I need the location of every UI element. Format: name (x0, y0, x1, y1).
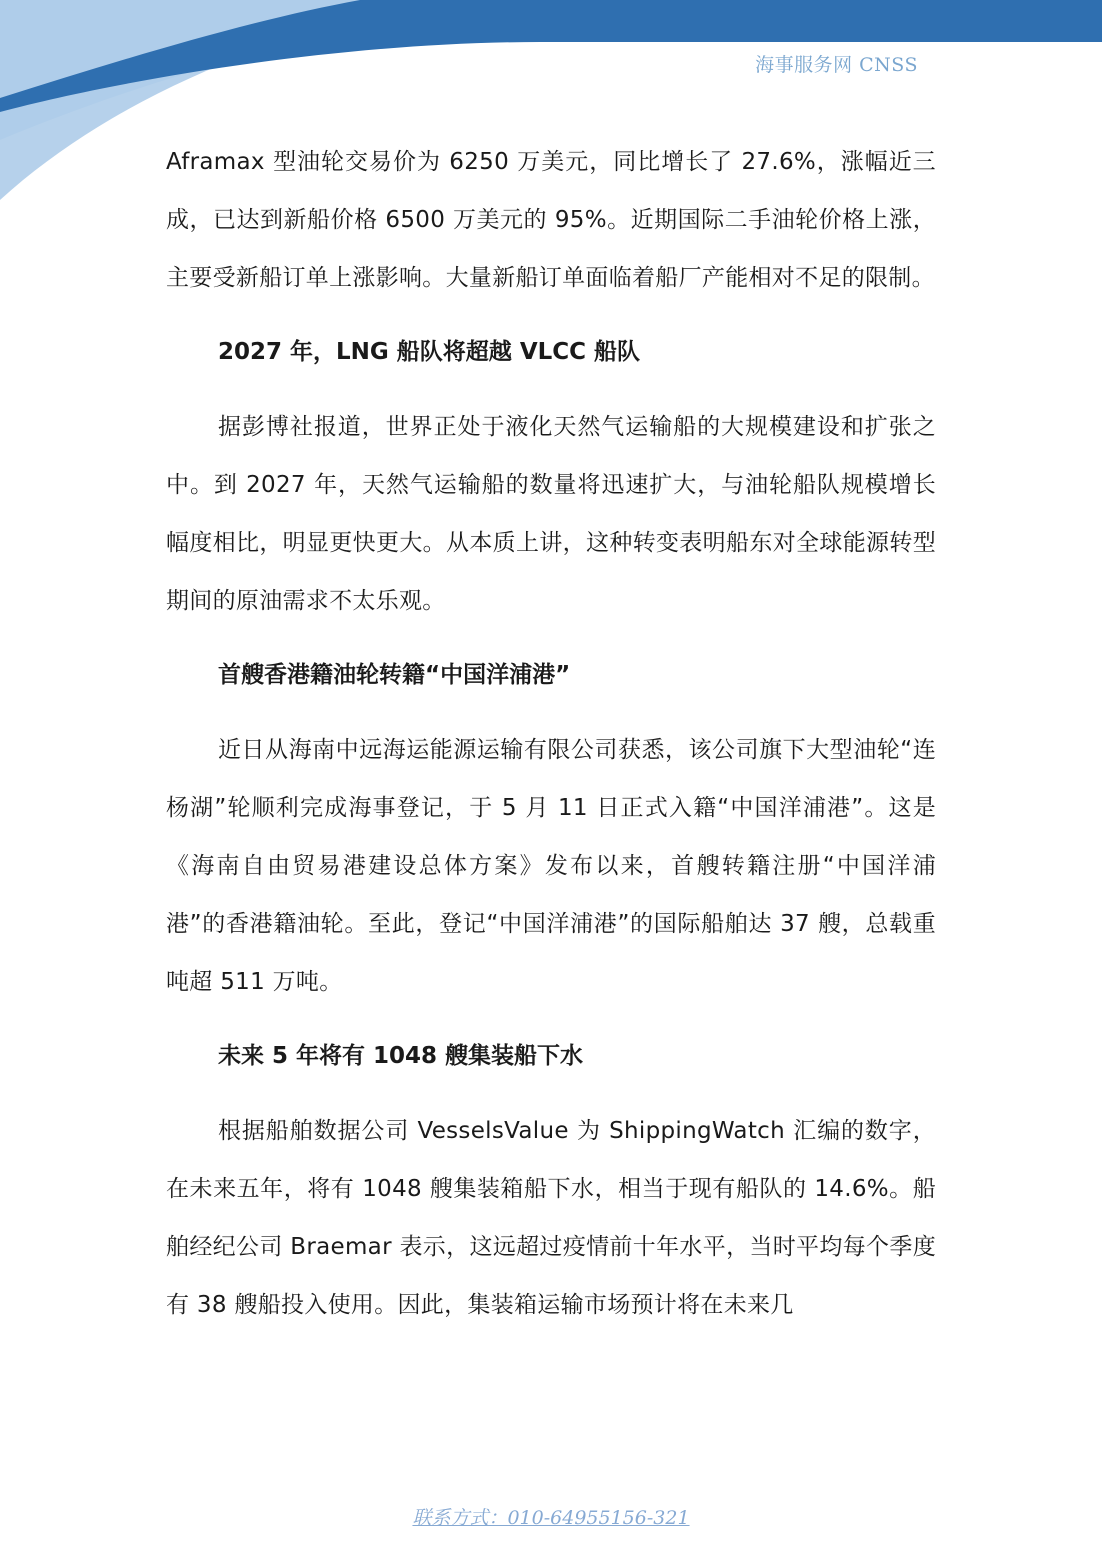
site-name: 海事服务网 CNSS (755, 54, 918, 76)
article-body (166, 133, 936, 1334)
heading-yangpu-port: 首艘香港籍油轮转籍“中国洋浦港” (218, 662, 571, 688)
paragraph-lng-fleet: 据彭博社报道，世界正处于液化天然气运输船的大规模建设和扩张之中。到 2027 年，天然气运输船的数量将迅速扩大，与油轮船队规模增长幅度相比，明显更快更大。从本质上讲，这种转变表明船东对全球能源转型期间的原油需求不太乐观。 (166, 414, 936, 614)
paragraph-container-ships: 根据船舶数据公司 VesselsValue 为 ShippingWatch 汇编的数字，在未来五年，将有 1048 艘集装箱船下水，相当于现有船队的 14.6%。船舶经纪公司 Braemar 表示，这远超过疫情前十年水平，当时平均每个季度有 38 艘船投入使用。因此，集装箱运输市场预计将在未来几 (166, 1118, 936, 1318)
heading-container-ships: 未来 5 年将有 1048 艘集装船下水 (218, 1043, 584, 1069)
paragraph-aframax: Aframax 型油轮交易价为 6250 万美元，同比增长了 27.6%，涨幅近三成，已达到新船价格 6500 万美元的 95%。近期国际二手油轮价格上涨，主要受新船订单上涨影响。大量新船订单面临着船厂产能相对不足的限制。 (166, 149, 936, 291)
heading-lng-fleet: 2027 年，LNG 船队将超越 VLCC 船队 (218, 339, 641, 365)
paragraph-yangpu-port: 近日从海南中远海运能源运输有限公司获悉，该公司旗下大型油轮“连杨湖”轮顺利完成海事登记，于 5 月 11 日正式入籍“中国洋浦港”。这是《海南自由贸易港建设总体方案》发布以来，首艘转籍注册“中国洋浦港”的香港籍油轮。至此，登记“中国洋浦港”的国际船舶达 37 艘，总载重吨超 511 万吨。 (166, 737, 936, 995)
footer-contact-link[interactable]: 联系方式：010-64955156-321 (412, 1507, 690, 1529)
